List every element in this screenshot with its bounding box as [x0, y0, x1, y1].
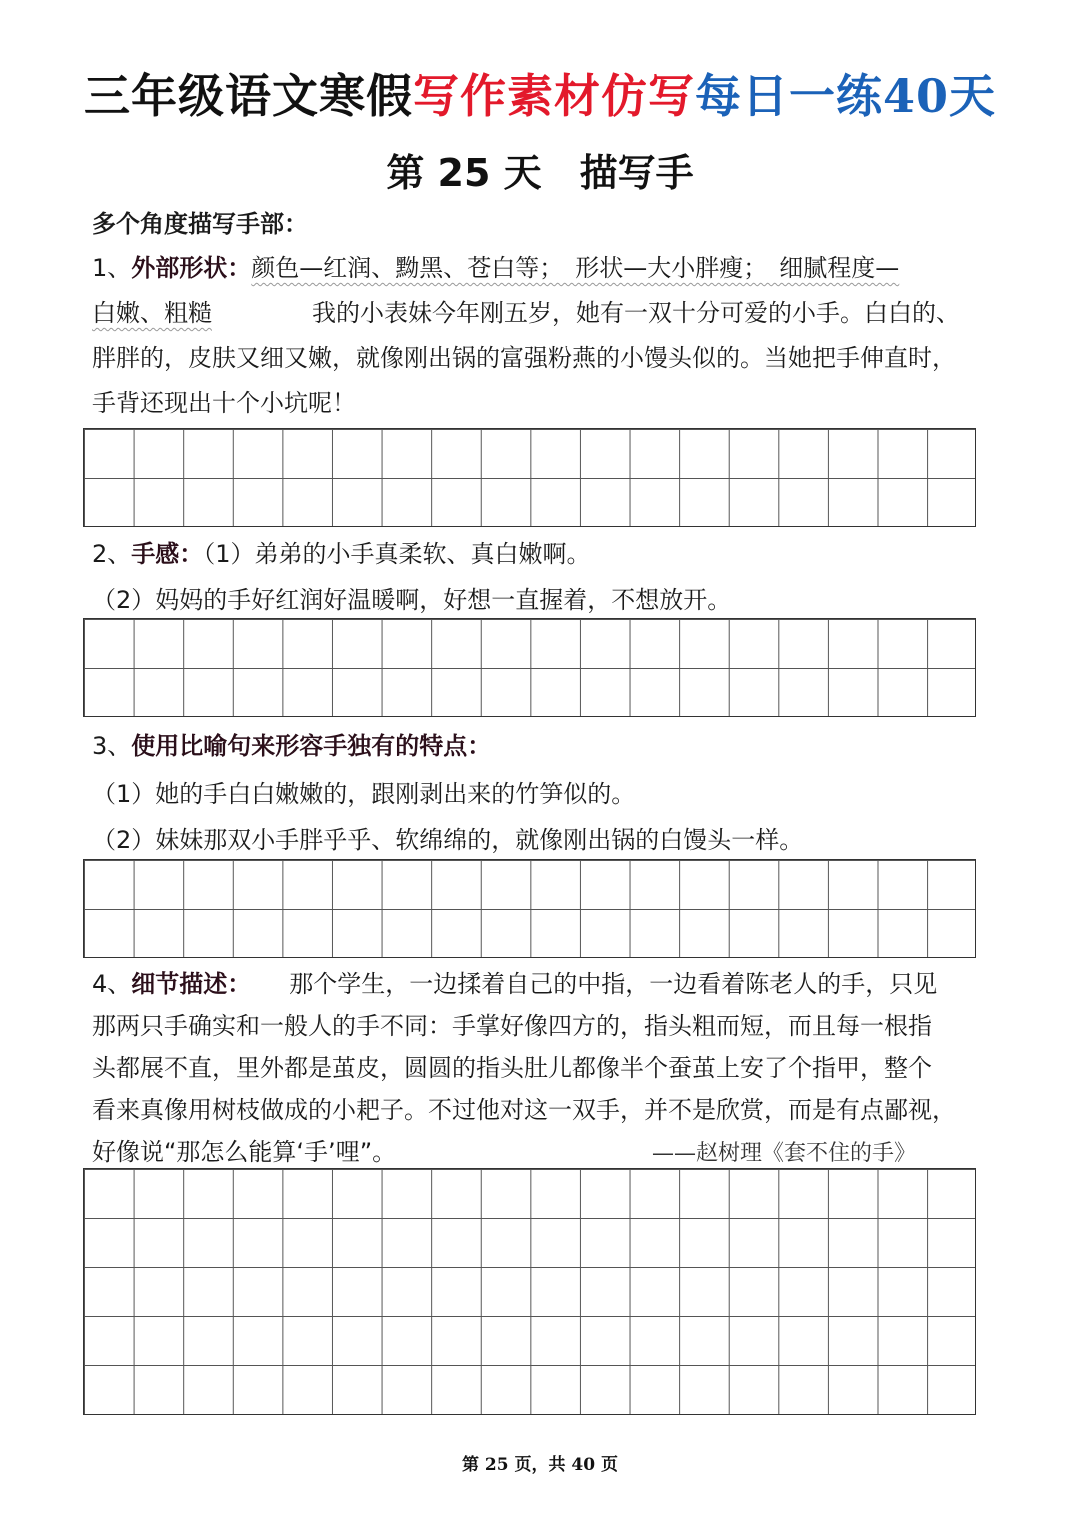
writing-grid-3[interactable]: [83, 859, 976, 958]
day-topic: 描写手: [579, 151, 694, 195]
section1-heading: 外部形状：: [131, 254, 252, 282]
section4-text-line4: 看来真像用树枝做成的小耙子。不过他对这一双手，并不是欣赏，而是有点鄙视，: [92, 1096, 956, 1124]
section1-line2: [92, 291, 960, 335]
page-footer: 第 25 页，共 40 页: [462, 1455, 618, 1475]
section4-text-line5: 好像说“那怎么能算‘手’哩”。: [92, 1138, 397, 1166]
section1-text-line2: 我的小表妹今年刚五岁，她有一双十分可爱的小手。白白的、: [312, 299, 960, 327]
intro-heading: 多个角度描写手部：: [92, 210, 308, 238]
section4-text-line1: 那个学生，一边揉着自己的中指，一边看着陈老人的手，只见: [289, 970, 938, 998]
writing-grid-2[interactable]: [83, 618, 976, 717]
section4-heading: 细节描述：: [131, 970, 252, 998]
section4-line1: [92, 962, 937, 1006]
section1-number: 1、: [92, 254, 132, 282]
section4-text-line2: 那两只手确实和一般人的手不同：手掌好像四方的，指头粗而短，而且每一根指: [92, 1012, 932, 1040]
page-title: [0, 60, 1080, 126]
section1-text-line3: 胖胖的，皮肤又细又嫩，就像刚出锅的富强粉燕的小馒头似的。当她把手伸直时，: [92, 344, 956, 372]
section2-number: 2、: [92, 540, 132, 568]
section4-source: ——赵树理《套不住的手》: [652, 1141, 917, 1166]
section3-heading: 使用比喻句来形容手独有的特点：: [131, 732, 492, 760]
title-part-2: 写作素材仿写: [412, 69, 695, 123]
section3-line1: [92, 724, 491, 768]
section2-example-1: （1）弟弟的小手真柔软、真白嫩啊。: [203, 540, 591, 568]
section2-example-2: （2）妈妈的手好红润好温暖啊，好想一直握着，不想放开。: [92, 586, 732, 614]
section3-example-2: （2）妹妹那双小手胖乎乎、软绵绵的，就像刚出锅的白馒头一样。: [92, 826, 804, 854]
section3-number: 3、: [92, 732, 132, 760]
section1-text-line4: 手背还现出十个小坑呢！: [92, 389, 356, 417]
day-subtitle: [0, 142, 1080, 197]
section1-line1: [92, 246, 899, 290]
section1-notes-line1: 颜色—红润、黝黑、苍白等； 形状—大小胖瘦； 细腻程度—: [251, 254, 900, 282]
title-part-3: 每日一练40天: [694, 69, 996, 123]
section2-line1: [92, 532, 591, 576]
section4-number: 4、: [92, 970, 132, 998]
section1-notes-line2: 白嫩、粗糙: [92, 299, 212, 327]
writing-grid-1[interactable]: [83, 428, 976, 527]
writing-grid-4[interactable]: [83, 1168, 976, 1415]
section4-text-line3: 头都展不直，里外都是茧皮，圆圆的指头肚儿都像半个蚕茧上安了个指甲，整个: [92, 1054, 932, 1082]
section2-heading: 手感：: [131, 540, 204, 568]
section3-example-1: （1）她的手白白嫩嫩的，跟刚剥出来的竹笋似的。: [92, 780, 636, 808]
title-part-1: 三年级语文寒假: [83, 69, 413, 123]
day-number: 第 25 天: [386, 151, 542, 195]
